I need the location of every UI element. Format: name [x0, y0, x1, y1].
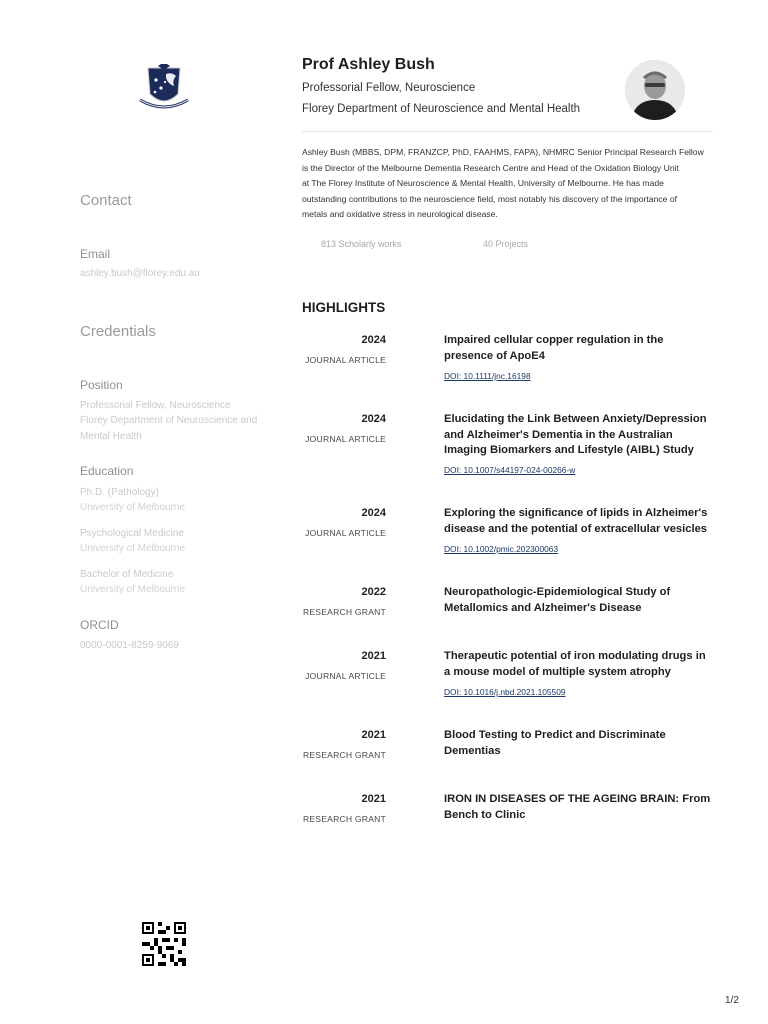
education-label: Education — [80, 464, 134, 478]
education-institution: University of Melbourne — [80, 502, 186, 513]
highlight-title-line: presence of ApoE4 — [444, 349, 545, 362]
highlight-type: JOURNAL ARTICLE — [305, 434, 386, 444]
highlight-type: JOURNAL ARTICLE — [305, 671, 386, 681]
highlight-title[interactable] — [444, 506, 719, 537]
contact-heading: Contact — [80, 192, 132, 209]
education-degree: Psychological Medicine — [80, 528, 184, 539]
highlight-doi-link[interactable]: DOI: 10.1002/pmic.202300063 — [444, 544, 559, 554]
qr-code-icon — [142, 922, 186, 966]
bio-line: metals and oxidative stress in neurological disease. — [302, 209, 498, 219]
bio-line: at The Florey Institute of Neuroscience & Mental Health, University of Melbourne. He has made — [302, 178, 664, 188]
education-degree: Bachelor of Medicine — [80, 569, 174, 580]
page-number: 1/2 — [725, 995, 739, 1006]
highlight-title-line: Exploring the significance of lipids in Alzheimer's — [444, 507, 708, 519]
highlight-year: 2024 — [361, 507, 386, 519]
highlight-title-line: Elucidating the Link Between Anxiety/Depression — [444, 413, 707, 425]
highlight-doi-link[interactable]: DOI: 10.1111/jnc.16198 — [444, 371, 531, 381]
highlight-title-line: Dementias — [444, 744, 501, 757]
highlight-year: 2024 — [361, 334, 386, 346]
highlight-type: JOURNAL ARTICLE — [305, 355, 386, 365]
highlight-title[interactable] — [444, 728, 719, 759]
position-line: Professorial Fellow, Neuroscience — [80, 400, 231, 411]
highlight-title[interactable] — [444, 792, 719, 823]
highlight-title-line: Bench to Clinic — [444, 808, 526, 821]
orcid-label: ORCID — [80, 618, 119, 632]
highlight-title[interactable] — [444, 585, 719, 616]
highlight-type: RESEARCH GRANT — [302, 607, 386, 617]
position-line: Mental Health — [80, 431, 142, 442]
university-crest-icon — [134, 64, 194, 116]
highlight-doi-link[interactable]: DOI: 10.1007/s44197-024-00266-w — [444, 465, 576, 475]
highlight-title-line: disease and the potential of extracellular vesicles — [444, 522, 708, 535]
bio-line: Ashley Bush (MBBS, DPM, FRANZCP, PhD, FAAHMS, FAPA), NHMRC Senior Principal Research Fellow — [302, 147, 704, 157]
highlight-title[interactable] — [444, 649, 719, 680]
highlight-doi-link[interactable]: DOI: 10.1016/j.nbd.2021.105509 — [444, 687, 566, 697]
profile-name: Prof Ashley Bush — [302, 56, 435, 73]
highlight-year: 2021 — [361, 729, 386, 741]
header-divider — [302, 131, 713, 132]
profile-department: Florey Department of Neuroscience and Mental Health — [302, 103, 581, 115]
bio-line: is the Director of the Melbourne Dementia Research Centre and Head of the Oxidation Biology Unit — [302, 162, 679, 173]
email-label: Email — [80, 247, 111, 261]
education-institution: University of Melbourne — [80, 584, 186, 595]
highlight-title-line: Imaging Biomarkers and Lifestyle (AIBL) Study — [444, 444, 694, 456]
highlight-title-line: Impaired cellular copper regulation in the — [444, 334, 664, 346]
highlight-year: 2022 — [361, 586, 386, 598]
highlight-year: 2021 — [361, 793, 386, 805]
scholarly-works-count[interactable]: 813 Scholarly works — [321, 239, 402, 249]
profile-position: Professorial Fellow, Neuroscience — [302, 82, 476, 94]
highlight-year: 2021 — [361, 650, 386, 662]
highlight-title-line: Blood Testing to Predict and Discriminate — [444, 729, 666, 741]
position-label: Position — [80, 378, 123, 392]
email-value[interactable]: ashley.bush@florey.edu.au — [80, 268, 200, 279]
position-line: Florey Department of Neuroscience and — [80, 415, 258, 426]
highlight-year: 2024 — [361, 413, 386, 425]
highlight-type: JOURNAL ARTICLE — [305, 528, 386, 538]
credentials-heading: Credentials — [80, 323, 156, 340]
highlight-title-line: a mouse model of multiple system atrophy — [444, 665, 671, 678]
highlight-title-line: Therapeutic potential of iron modulating drugs in — [444, 650, 706, 662]
orcid-value[interactable]: 0000-0001-8259-9069 — [80, 640, 179, 651]
bio-line: outstanding contributions to the neuroscience field, most notably his discovery of the importance of — [302, 193, 677, 204]
highlight-title[interactable] — [444, 333, 719, 364]
avatar — [625, 60, 685, 120]
highlight-title[interactable] — [444, 412, 719, 459]
highlight-title-line: Metallomics and Alzheimer's Disease — [444, 601, 642, 614]
highlight-title-line: and Alzheimer's Dementia in the Australian — [444, 428, 673, 441]
education-degree: Ph.D. (Pathology) — [80, 487, 159, 498]
projects-count[interactable]: 40 Projects — [483, 239, 529, 249]
highlight-type: RESEARCH GRANT — [302, 814, 386, 824]
highlight-title-line: IRON IN DISEASES OF THE AGEING BRAIN: From — [444, 793, 711, 805]
education-institution: University of Melbourne — [80, 543, 186, 554]
highlight-title-line: Neuropathologic-Epidemiological Study of — [444, 586, 671, 598]
highlights-heading: HIGHLIGHTS — [302, 300, 386, 315]
highlight-type: RESEARCH GRANT — [302, 750, 386, 760]
biography — [302, 145, 718, 223]
